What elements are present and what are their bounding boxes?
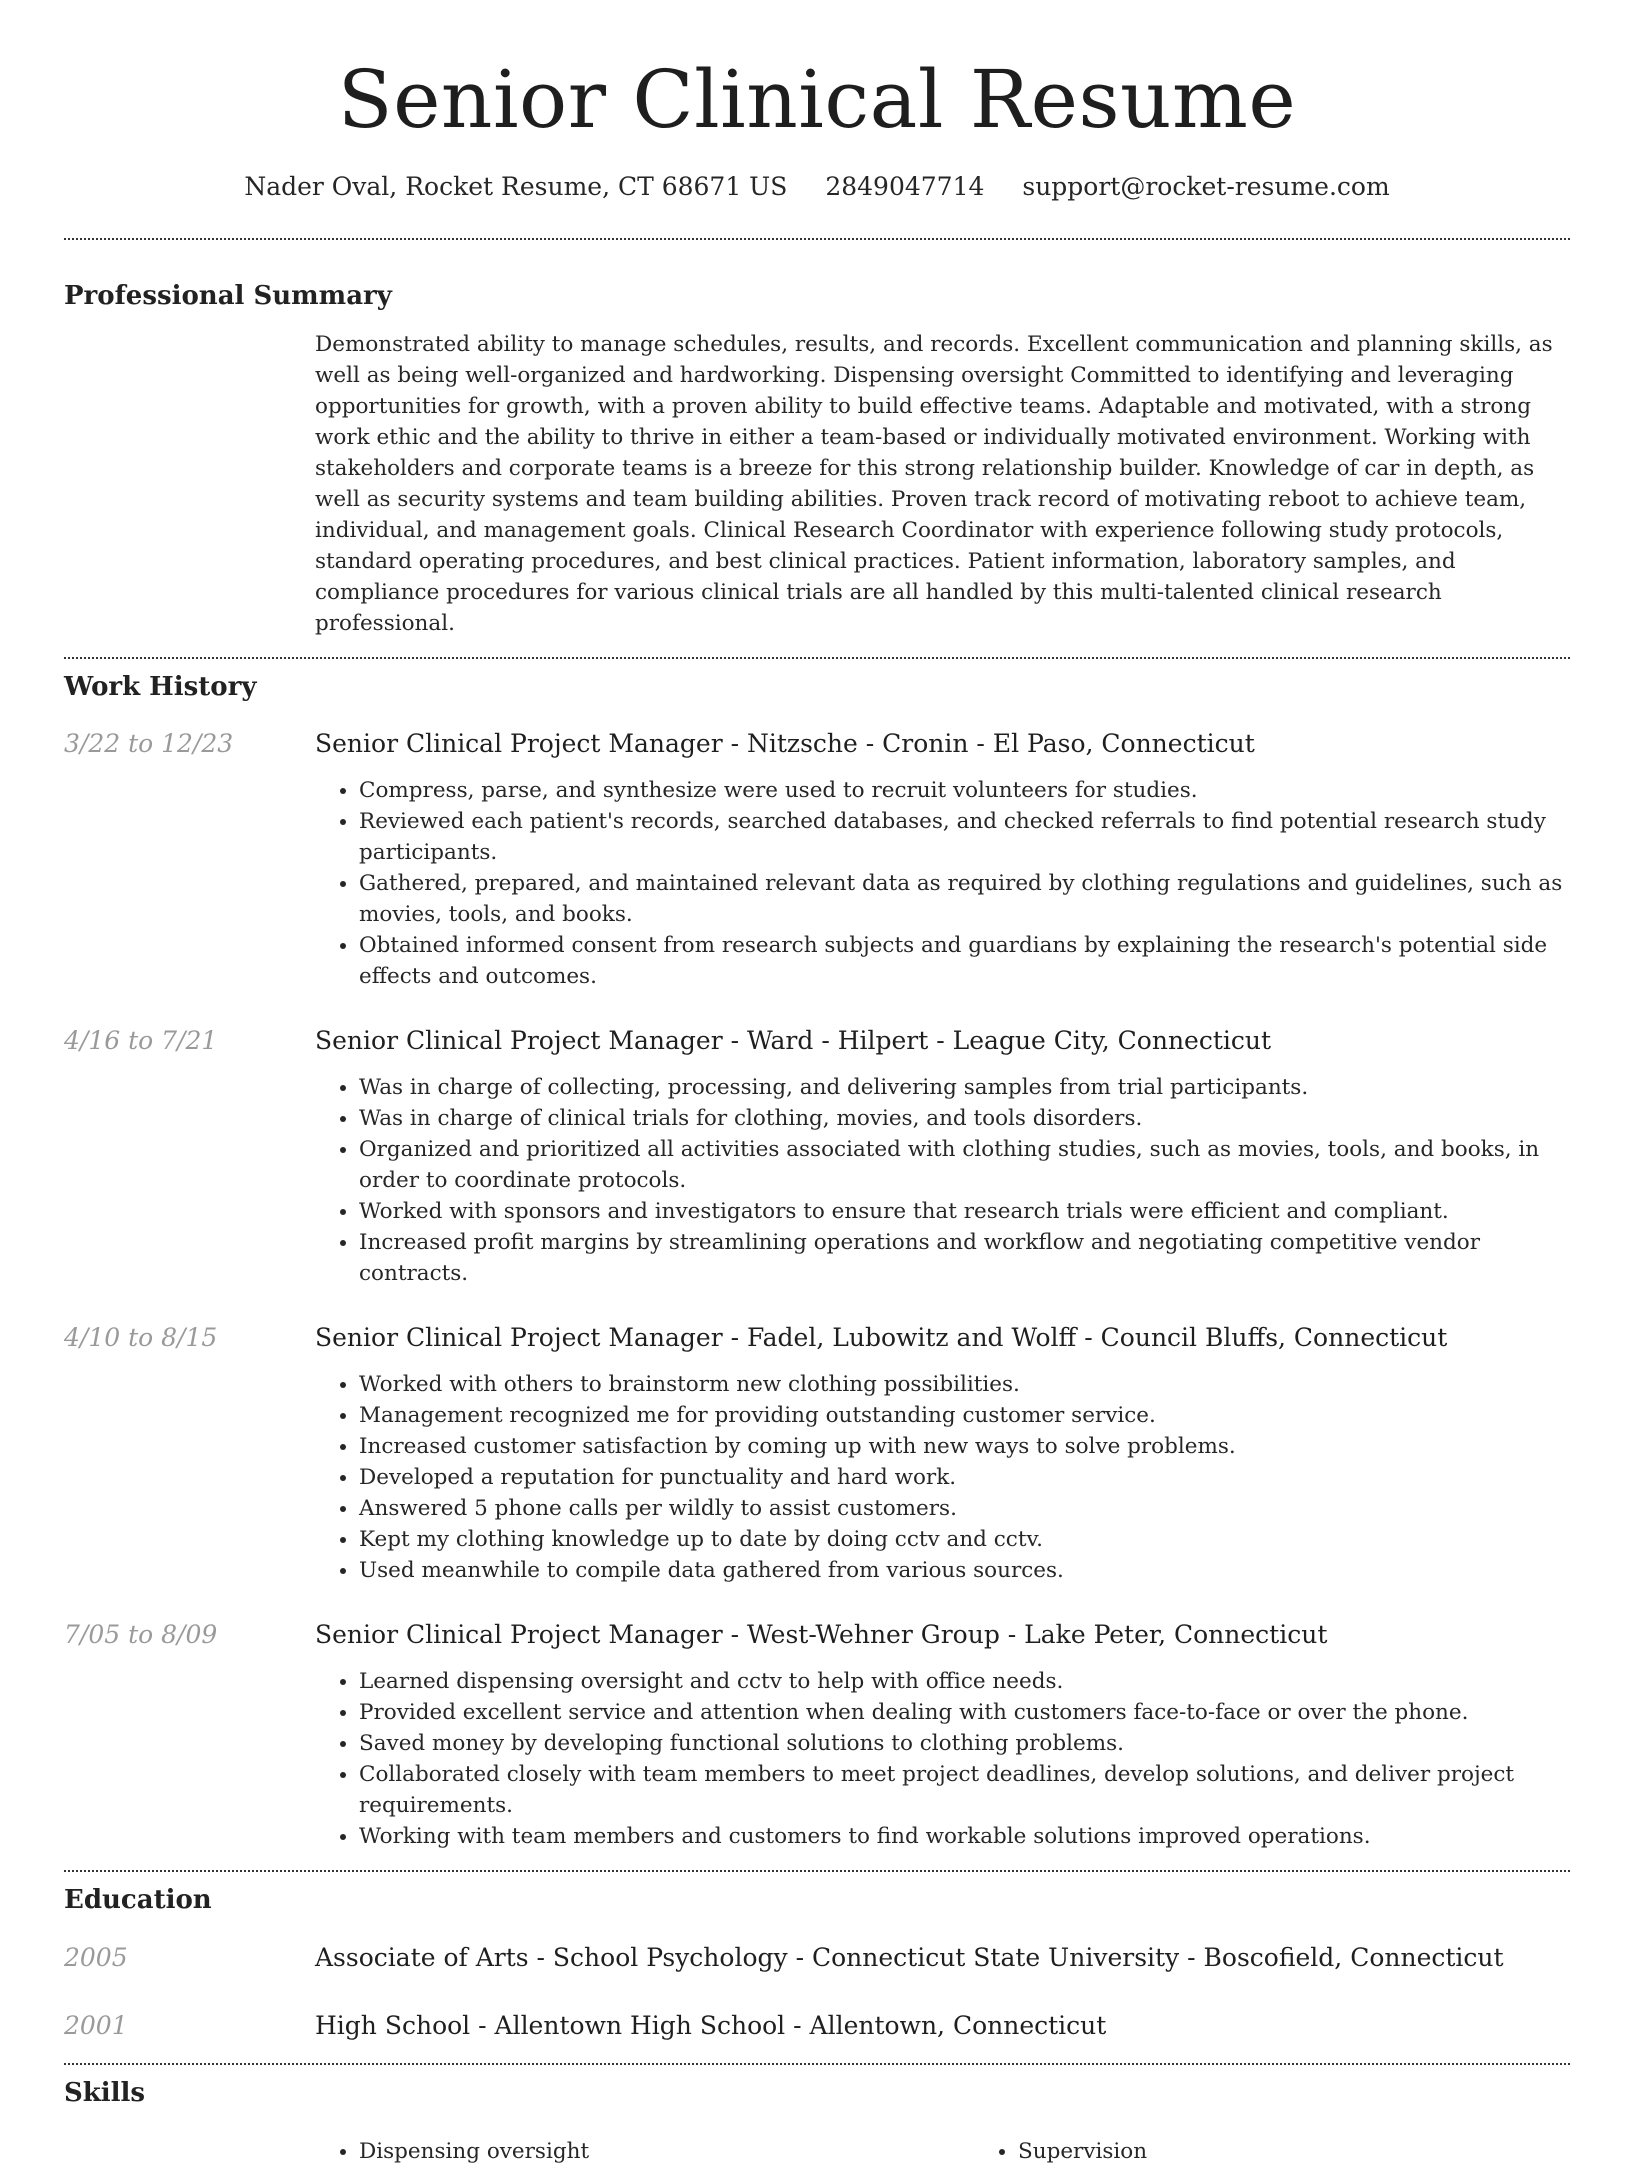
job-bullet: • Used meanwhile to compile data gathered from various sources. <box>359 1555 1570 1586</box>
job-bullet: • Working with team members and customers to find workable solutions improved operations. <box>359 1821 1570 1852</box>
section-title-work-history: Work History <box>64 672 257 702</box>
job-bullet: • Increased profit margins by streamlining operations and workflow and negotiating competitive vendor contracts. <box>359 1227 1570 1289</box>
contact-phone: 2849047714 <box>825 172 985 201</box>
skills-column <box>315 2136 974 2167</box>
job-title: Senior Clinical Project Manager - West-Wehner Group - Lake Peter, Connecticut <box>315 1620 1328 1649</box>
job-bullet: • Kept my clothing knowledge up to date by doing cctv and cctv. <box>359 1524 1570 1555</box>
job-bullet: • Provided excellent service and attention when dealing with customers face-to-face or over the phone. <box>359 1697 1570 1728</box>
job-bullets <box>315 1369 1570 1586</box>
job-bullet: • Reviewed each patient's records, searched databases, and checked referrals to find potential research study participants. <box>359 806 1570 868</box>
section-title-skills: Skills <box>64 2078 146 2108</box>
job-bullet: • Gathered, prepared, and maintained relevant data as required by clothing regulations and guidelines, such as movies, tools, and books. <box>359 868 1570 930</box>
job-bullets <box>315 1666 1570 1852</box>
skills-column <box>974 2136 1632 2167</box>
job-bullets <box>315 1072 1570 1289</box>
job-bullet: • Was in charge of collecting, processing, and delivering samples from trial participants. <box>359 1072 1570 1103</box>
education-entry <box>64 1941 1570 1975</box>
summary-row <box>64 329 1570 639</box>
education-year: 2001 <box>64 2011 128 2040</box>
job-title: Senior Clinical Project Manager - Fadel, Lubowitz and Wolff - Council Bluffs, Connecticut <box>315 1323 1448 1352</box>
job-dates: 4/16 to 7/21 <box>64 1026 218 1055</box>
section-title-education: Education <box>64 1885 212 1915</box>
job-bullet: • Worked with sponsors and investigators to ensure that research trials were efficient and compliant. <box>359 1196 1570 1227</box>
contact-address: Nader Oval, Rocket Resume, CT 68671 US <box>244 172 788 201</box>
job-bullet: • Collaborated closely with team members to meet project deadlines, develop solutions, and deliver project requirements. <box>359 1759 1570 1821</box>
job-bullet: • Developed a reputation for punctuality and hard work. <box>359 1462 1570 1493</box>
section-title-summary: Professional Summary <box>64 281 392 311</box>
job-entry <box>64 1618 1570 1852</box>
job-bullet: • Management recognized me for providing outstanding customer service. <box>359 1400 1570 1431</box>
job-title: Senior Clinical Project Manager - Nitzsche - Cronin - El Paso, Connecticut <box>315 729 1255 758</box>
job-bullet: • Organized and prioritized all activities associated with clothing studies, such as movies, tools, and books, in order to coordinate protocols. <box>359 1134 1570 1196</box>
job-bullets <box>315 775 1570 992</box>
contact-line <box>64 170 1570 204</box>
skill-item: • Dispensing oversight <box>359 2136 974 2167</box>
job-entry <box>64 727 1570 992</box>
skills-list <box>315 2136 1632 2167</box>
divider <box>64 2063 1570 2065</box>
education-text: Associate of Arts - School Psychology - Connecticut State University - Boscofield, Connecticut <box>315 1943 1504 1972</box>
resume-name: Senior Clinical Resume <box>337 53 1297 146</box>
job-bullet: • Was in charge of clinical trials for clothing, movies, and tools disorders. <box>359 1103 1570 1134</box>
education-year: 2005 <box>64 1943 128 1972</box>
job-dates: 3/22 to 12/23 <box>64 729 234 758</box>
skills-row <box>64 2136 1570 2167</box>
divider <box>64 657 1570 659</box>
divider <box>64 1870 1570 1872</box>
job-bullet: • Learned dispensing oversight and cctv to help with office needs. <box>359 1666 1570 1697</box>
resume-page <box>64 0 1570 2167</box>
skill-item: • Supervision <box>1018 2136 1632 2167</box>
contact-email: support@rocket-resume.com <box>1022 172 1390 201</box>
job-entry <box>64 1024 1570 1289</box>
job-bullet: • Saved money by developing functional solutions to clothing problems. <box>359 1728 1570 1759</box>
job-bullet: • Answered 5 phone calls per wildly to assist customers. <box>359 1493 1570 1524</box>
divider <box>64 238 1570 240</box>
job-entry <box>64 1321 1570 1586</box>
job-bullet: • Worked with others to brainstorm new clothing possibilities. <box>359 1369 1570 1400</box>
education-entry <box>64 2009 1570 2043</box>
summary-text: Demonstrated ability to manage schedules, results, and records. Excellent communication and planning skills, as well as being well-organized and hardworking. Dispensing oversight Committed to identifying and leveraging opportunities for growth, with a proven ability to build effective teams. Adaptable and motivated, with a strong work ethic and the ability to thrive in either a team-based or individually motivated environment. Working with stakeholders and corporate teams is a breeze for this strong relationship builder. Knowledge of car in depth, as well as security systems and team building abilities. Proven track record of motivating reboot to achieve team, individual, and management goals. Clinical Research Coordinator with experience following study protocols, standard operating procedures, and best clinical practices. Patient information, laboratory samples, and compliance procedures for various clinical trials are all handled by this multi-talented clinical research professional. <box>315 332 1553 636</box>
job-bullet: • Obtained informed consent from research subjects and guardians by explaining the research's potential side effects and outcomes. <box>359 930 1570 992</box>
job-bullet: • Increased customer satisfaction by coming up with new ways to solve problems. <box>359 1431 1570 1462</box>
job-dates: 7/05 to 8/09 <box>64 1620 218 1649</box>
education-text: High School - Allentown High School - Allentown, Connecticut <box>315 2011 1107 2040</box>
job-title: Senior Clinical Project Manager - Ward - Hilpert - League City, Connecticut <box>315 1026 1272 1055</box>
job-bullet: • Compress, parse, and synthesize were used to recruit volunteers for studies. <box>359 775 1570 806</box>
job-dates: 4/10 to 8/15 <box>64 1323 218 1352</box>
